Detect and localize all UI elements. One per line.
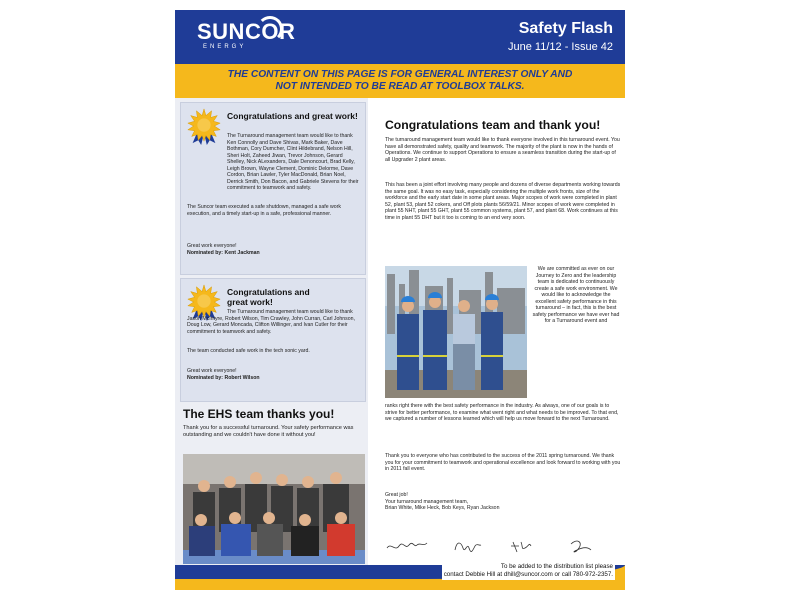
article-paragraph-4: ranks right there with the best safety performance in the industry. As always, one of our goals is to strive for better performance, to examine what went right and what needs to be improved. To that end, we captured a number of lessons learned which will help us move forward to the next Turnaround. xyxy=(385,403,619,422)
box-1-nominated: Nominated by: Kent Jackman xyxy=(187,250,260,256)
distribution-contact xyxy=(442,562,615,580)
signoff-team: Your turnaround management team, xyxy=(385,498,469,505)
footer-line-1: To be added to the distribution list please xyxy=(500,563,613,570)
ehs-title: The EHS team thanks you! xyxy=(183,407,335,421)
article-paragraph-3: We are committed as ever on our Journey to Zero and the leadership team is dedicated to continuously create a safe work environment. We would like to acknowledge the excellent safety performance in this turnaround – in fact, this is the best safety performance we have ever had for a Turnaround event and xyxy=(532,266,620,324)
box-1-text-2: The Suncor team executed a safe shutdown, managed a safe work execution, and a timely start-up in a safe, professional manner. xyxy=(187,204,341,217)
congrats-box-2 xyxy=(180,278,366,402)
ehs-team-photo xyxy=(183,454,365,564)
signoff-names: Brian White, Mike Heck, Bob Keys, Ryan Jackson xyxy=(385,505,500,511)
logo-swoosh-icon xyxy=(257,16,283,42)
footer-line-2: contact Debbie Hill at dhill@suncor.com or call 780-972-2357. xyxy=(443,571,613,578)
disclaimer-line-1: THE CONTENT ON THIS PAGE IS FOR GENERAL INTEREST ONLY AND xyxy=(227,69,573,80)
box-2-text-3: Great work everyone! xyxy=(187,368,237,374)
article-paragraph-5: Thank you to everyone who has contributed to the success of the 2011 spring turnaround. We thank you for your commitment to teamwork and operational excellence and look forward to working with you in 2011 fall event. xyxy=(385,453,621,472)
turnaround-team-photo xyxy=(385,266,527,398)
award-ribbon-icon xyxy=(185,107,223,145)
ehs-text: Thank you for a successful turnaround. Your safety performance was outstanding and we couldn't have done it without you! xyxy=(183,425,354,438)
box-2-title: Congratulations and great work! xyxy=(227,287,310,307)
box-2-text-1: The Turnaround management team would like to thank Jason McIntyre, Robert Wilson, Tim Crawley, John Curran, Carl Johnson, Doug Low, Gerard Moncada, Clifton Willinger, and Ivan Cutler for their commitment to teamwork and safety. xyxy=(187,309,355,335)
box-1-text-1: The Turnaround management team would like to thank Ken Connolly and Dave Shivas, Mark Baker, Dave Bothman, Cory Dumcher, Clint Hildebrand, Nelson Hill, Sheri Holt, Zaheed Jiwan, Trevor Johnson, Gerard Shelley, Nick ALexanders, Dale Denoncourt, Brad Kelly, Leigh Brown, Wayne Clement, Dominic Delorme, Dave Cordon, Brian Lawler, Tyler MacDonald, Brian Noel, Derrick Smith, Don Bacon, and Gabriele Stevens for their commitment to teamwork and safety. xyxy=(227,133,359,191)
congrats-box-1 xyxy=(180,102,366,275)
article-paragraph-2: This has been a joint effort involving many people and dozens of diverse departments working towards the same goal. It was no easy task, especially considering the multiple work fronts, size of the workforce and the early start date in some plant areas. Major scopes of work were completed in plant 52, plant 53, plant 52 cokers, and Off plots plants 56/59/21. Minor scopes of work were completed in plant 55 NHT, plant 55 GHT, plant 55 common systems, plant 57, and plant 68. Work continues at this time in plant 55 DHT but it too is coming to an end very soon. xyxy=(385,182,621,221)
box-1-title: Congratulations and great work! xyxy=(227,111,358,121)
disclaimer-line-2: NOT INTENDED TO BE READ AT TOOLBOX TALKS. xyxy=(275,81,525,92)
disclaimer-banner xyxy=(175,64,625,98)
page-title: Safety Flash xyxy=(518,20,613,37)
logo-subtitle: ENERGY xyxy=(203,44,247,50)
box-2-text-2: The team conducted safe work in the tech sonic yard. xyxy=(187,348,310,354)
main-article-title: Congratulations team and thank you! xyxy=(385,118,601,132)
article-paragraph-1: The turnaround management team would like to thank everyone involved in this turnaround event. You have all demonstrated safety, quality and teamwork. The majority of the plant is now in the hands of Operations. We continue to support Operations to ensure a seamless transition during the start-up of all Upgrader 2 plant areas. xyxy=(385,137,620,163)
header-bar xyxy=(175,10,625,64)
issue-date: June 11/12 - Issue 42 xyxy=(508,41,613,53)
box-2-nominated: Nominated by: Robert Wilson xyxy=(187,375,260,381)
signoff-great-job: Great job! xyxy=(385,492,408,498)
article-signoff xyxy=(385,492,621,512)
newsletter-page xyxy=(175,10,625,590)
box-1-text-3: Great work everyone! xyxy=(187,243,237,249)
suncor-logo: SUNCOR xyxy=(197,19,296,44)
signatures xyxy=(385,534,621,556)
